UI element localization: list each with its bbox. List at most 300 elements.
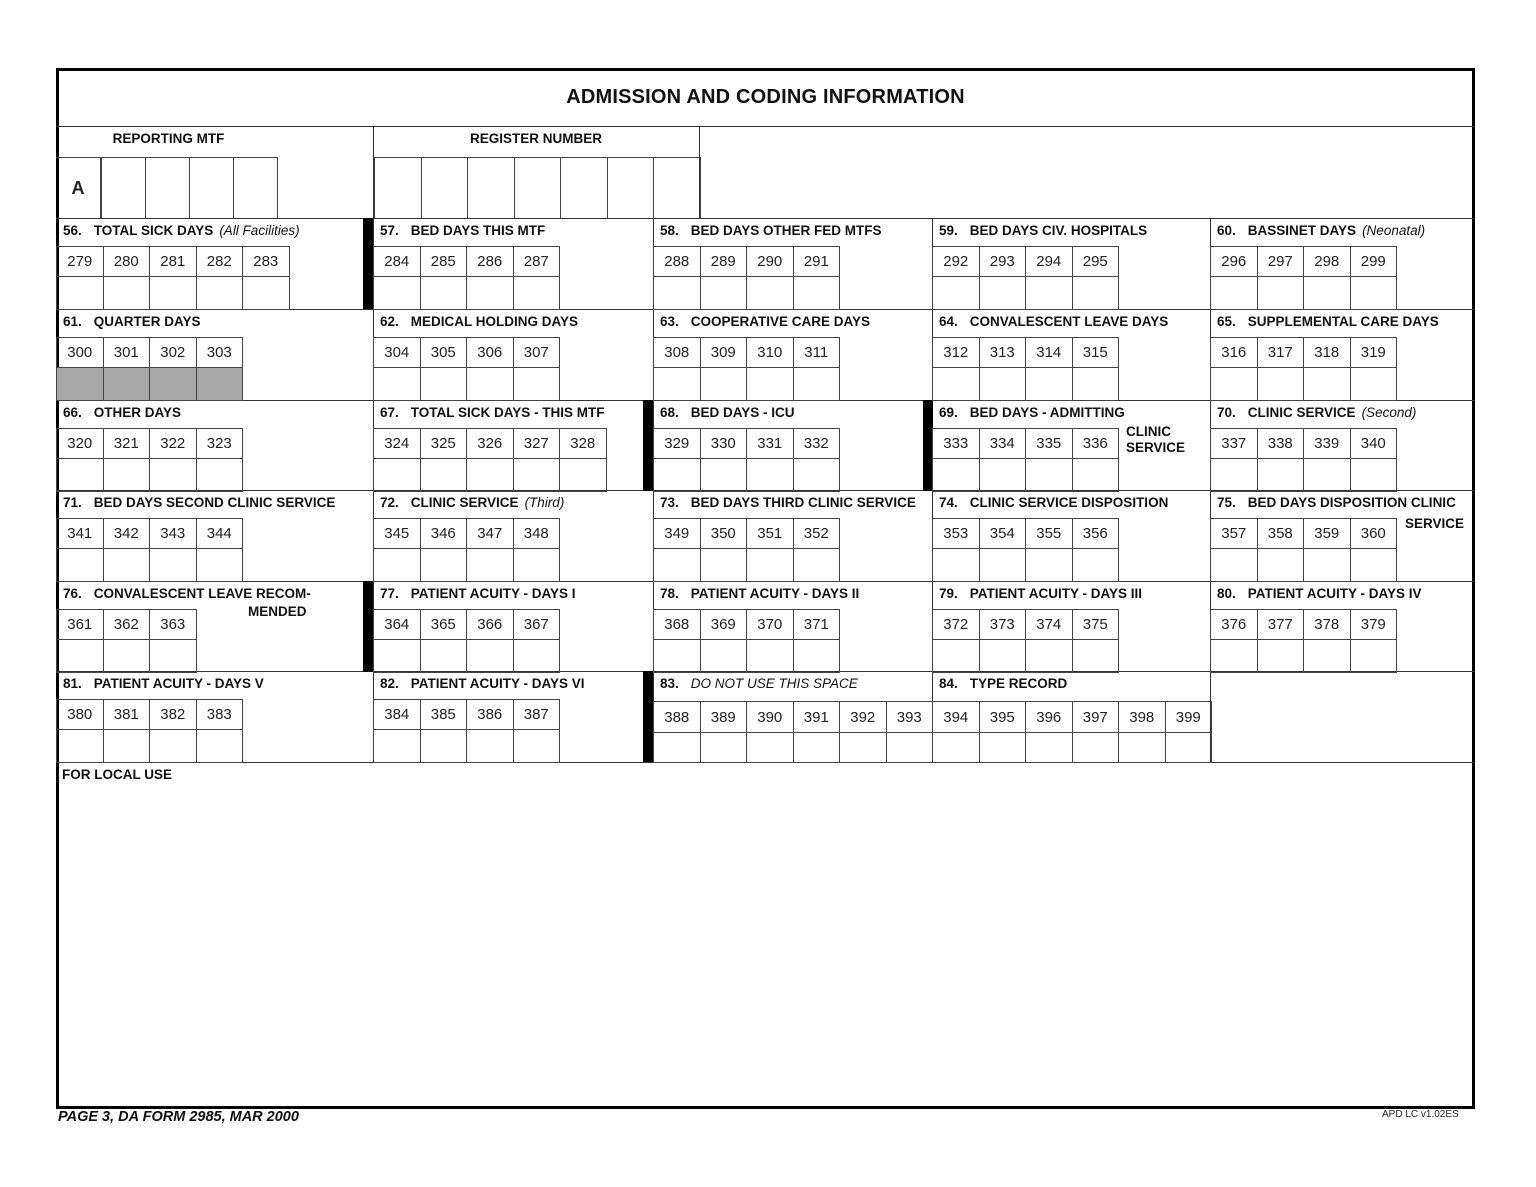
field-input[interactable] <box>700 639 748 673</box>
field-input[interactable] <box>700 367 748 401</box>
section-label <box>380 405 605 420</box>
section-title: BED DAYS SECOND CLINIC SERVICE <box>93 495 336 510</box>
field-input[interactable] <box>559 458 607 492</box>
field-code: 318 <box>1303 337 1351 368</box>
field-code: 282 <box>196 246 244 277</box>
section-number: 83. <box>660 676 679 691</box>
field-input[interactable] <box>1210 639 1258 673</box>
register-number-input[interactable] <box>467 157 515 219</box>
field-input[interactable] <box>793 548 841 582</box>
section-title: BED DAYS - ICU <box>690 405 795 420</box>
field-code: 379 <box>1350 609 1398 640</box>
field-input[interactable] <box>420 639 468 673</box>
field-input[interactable] <box>466 367 514 401</box>
section-number: 61. <box>63 314 82 329</box>
register-number-input[interactable] <box>560 157 608 219</box>
section-title: PATIENT ACUITY - DAYS II <box>690 586 860 601</box>
field-code: 279 <box>56 246 104 277</box>
section-number: 65. <box>1217 314 1236 329</box>
section-number: 76. <box>63 586 82 601</box>
field-code: 309 <box>700 337 748 368</box>
section-title: CLINIC SERVICE <box>1247 405 1356 420</box>
field-code: 305 <box>420 337 468 368</box>
field-code: 333 <box>932 428 980 459</box>
field-input[interactable] <box>1350 639 1398 673</box>
field-code: 365 <box>420 609 468 640</box>
field-code: 313 <box>979 337 1027 368</box>
field-code: 294 <box>1025 246 1073 277</box>
field-code: 355 <box>1025 518 1073 549</box>
field-input[interactable] <box>1072 548 1120 582</box>
field-code: 291 <box>793 246 841 277</box>
section-number: 80. <box>1217 586 1236 601</box>
field-code: 300 <box>56 337 104 368</box>
field-input[interactable] <box>373 276 421 310</box>
field-input[interactable] <box>196 548 244 582</box>
field-code: 308 <box>653 337 701 368</box>
field-code: 387 <box>513 699 561 730</box>
field-input[interactable] <box>466 729 514 763</box>
field-code: 381 <box>103 699 151 730</box>
field-input[interactable] <box>56 458 104 492</box>
field-code: 322 <box>149 428 197 459</box>
field-code: 399 <box>1165 701 1213 733</box>
section-number: 63. <box>660 314 679 329</box>
field-input[interactable] <box>1072 276 1120 310</box>
section-title: CLINIC SERVICE <box>410 495 519 510</box>
field-code: 297 <box>1257 246 1305 277</box>
field-input[interactable] <box>700 548 748 582</box>
field-code: 385 <box>420 699 468 730</box>
field-input[interactable] <box>932 732 980 763</box>
field-input[interactable] <box>1303 548 1351 582</box>
form-version: APD LC v1.02ES <box>1382 1109 1459 1120</box>
field-input[interactable] <box>793 732 841 763</box>
field-code: 326 <box>466 428 514 459</box>
field-input[interactable] <box>103 729 151 763</box>
field-code: 358 <box>1257 518 1305 549</box>
field-input[interactable] <box>103 639 151 673</box>
section-label <box>63 676 264 691</box>
section-label <box>939 586 1142 601</box>
field-input[interactable] <box>103 276 151 310</box>
section-label <box>939 223 1147 238</box>
field-input[interactable] <box>1303 276 1351 310</box>
black-marker-bar <box>363 218 373 309</box>
section-title: PATIENT ACUITY - DAYS I <box>410 586 576 601</box>
field-input[interactable] <box>373 367 421 401</box>
register-number-input[interactable] <box>607 157 655 219</box>
field-input[interactable] <box>1303 458 1351 492</box>
section-number: 75. <box>1217 495 1236 510</box>
field-input[interactable] <box>746 458 794 492</box>
field-input[interactable] <box>979 458 1027 492</box>
section-label <box>1217 586 1422 601</box>
section-number: 81. <box>63 676 82 691</box>
field-code: 378 <box>1303 609 1351 640</box>
field-input[interactable] <box>420 729 468 763</box>
field-code: 397 <box>1072 701 1120 733</box>
section-number: 59. <box>939 223 958 238</box>
field-code: 368 <box>653 609 701 640</box>
field-input[interactable] <box>149 548 197 582</box>
field-input[interactable] <box>466 548 514 582</box>
field-input[interactable] <box>513 639 561 673</box>
section-title: CONVALESCENT LEAVE RECOM- <box>93 586 311 601</box>
section-title-continued: MENDED <box>248 604 307 619</box>
field-code: 375 <box>1072 609 1120 640</box>
section-title: BED DAYS CIV. HOSPITALS <box>969 223 1148 238</box>
section-label <box>63 586 311 601</box>
section-title: TYPE RECORD <box>969 676 1068 691</box>
field-code: 349 <box>653 518 701 549</box>
field-code: 284 <box>373 246 421 277</box>
field-input[interactable] <box>196 729 244 763</box>
field-input[interactable] <box>1072 639 1120 673</box>
field-input[interactable] <box>466 639 514 673</box>
field-input[interactable] <box>979 276 1027 310</box>
field-input[interactable] <box>1165 732 1213 763</box>
field-code: 398 <box>1118 701 1166 733</box>
form-footer-id: PAGE 3, DA FORM 2985, MAR 2000 <box>58 1109 299 1125</box>
field-code: 389 <box>700 701 748 733</box>
section-label <box>939 676 1067 691</box>
section-number: 72. <box>380 495 399 510</box>
field-code: 316 <box>1210 337 1258 368</box>
field-input[interactable] <box>513 367 561 401</box>
section-title: TOTAL SICK DAYS - THIS MTF <box>410 405 605 420</box>
field-code: 319 <box>1350 337 1398 368</box>
field-code: 324 <box>373 428 421 459</box>
field-input[interactable] <box>420 276 468 310</box>
reporting-mtf-prefix: A <box>56 157 101 219</box>
section-title: BED DAYS OTHER FED MTFS <box>690 223 882 238</box>
field-input[interactable] <box>1257 458 1305 492</box>
field-code: 306 <box>466 337 514 368</box>
field-input[interactable] <box>56 729 104 763</box>
field-input[interactable] <box>1025 367 1073 401</box>
field-code: 327 <box>513 428 561 459</box>
field-code: 352 <box>793 518 841 549</box>
section-title: QUARTER DAYS <box>93 314 201 329</box>
field-input[interactable] <box>653 639 701 673</box>
field-code: 369 <box>700 609 748 640</box>
field-code: 354 <box>979 518 1027 549</box>
field-input[interactable] <box>149 458 197 492</box>
field-input[interactable] <box>979 548 1027 582</box>
field-input[interactable] <box>1210 367 1258 401</box>
section-note: (Neonatal) <box>1362 223 1426 238</box>
field-code: 283 <box>242 246 290 277</box>
field-input[interactable] <box>1350 548 1398 582</box>
field-code: 393 <box>886 701 934 733</box>
field-code: 310 <box>746 337 794 368</box>
register-number-input[interactable] <box>374 157 422 219</box>
section-number: 57. <box>380 223 399 238</box>
field-code: 336 <box>1072 428 1120 459</box>
field-input[interactable] <box>1350 458 1398 492</box>
field-input[interactable] <box>653 458 701 492</box>
section-label <box>380 314 578 329</box>
field-input[interactable] <box>1025 639 1073 673</box>
section-note: (All Facilities) <box>219 223 300 238</box>
register-number-input[interactable] <box>514 157 562 219</box>
section-title: TOTAL SICK DAYS <box>93 223 214 238</box>
field-input[interactable] <box>979 639 1027 673</box>
divider <box>56 126 1475 127</box>
field-input[interactable] <box>56 276 104 310</box>
field-input[interactable] <box>746 548 794 582</box>
field-input[interactable] <box>149 367 197 401</box>
section-label <box>1217 314 1439 329</box>
section-number: 58. <box>660 223 679 238</box>
field-input[interactable] <box>932 367 980 401</box>
field-input[interactable] <box>1210 276 1258 310</box>
section-number: 56. <box>63 223 82 238</box>
field-input[interactable] <box>373 458 421 492</box>
section-label <box>660 405 795 420</box>
section-number: 78. <box>660 586 679 601</box>
field-input[interactable] <box>1025 458 1073 492</box>
field-input[interactable] <box>196 367 244 401</box>
field-code: 353 <box>932 518 980 549</box>
field-input[interactable] <box>1303 367 1351 401</box>
field-input[interactable] <box>149 276 197 310</box>
field-input[interactable] <box>932 639 980 673</box>
section-number: 66. <box>63 405 82 420</box>
field-code: 396 <box>1025 701 1073 733</box>
reporting-mtf-input[interactable] <box>189 157 234 219</box>
field-code: 371 <box>793 609 841 640</box>
field-input[interactable] <box>373 548 421 582</box>
section-title: BED DAYS - ADMITTING <box>969 405 1125 420</box>
field-code: 289 <box>700 246 748 277</box>
field-input[interactable] <box>700 276 748 310</box>
field-input[interactable] <box>466 276 514 310</box>
field-input[interactable] <box>373 729 421 763</box>
section-label <box>660 676 858 691</box>
field-code: 363 <box>149 609 197 640</box>
field-input[interactable] <box>1210 458 1258 492</box>
field-input[interactable] <box>839 732 887 763</box>
field-code: 293 <box>979 246 1027 277</box>
field-input[interactable] <box>1025 276 1073 310</box>
field-input[interactable] <box>373 639 421 673</box>
field-input[interactable] <box>932 458 980 492</box>
field-code: 370 <box>746 609 794 640</box>
section-title: OTHER DAYS <box>93 405 182 420</box>
field-code: 339 <box>1303 428 1351 459</box>
field-code: 344 <box>196 518 244 549</box>
reporting-mtf-input[interactable] <box>145 157 190 219</box>
field-input[interactable] <box>932 276 980 310</box>
section-label <box>380 586 576 601</box>
field-code: 321 <box>103 428 151 459</box>
section-number: 82. <box>380 676 399 691</box>
black-marker-bar <box>643 671 653 762</box>
field-input[interactable] <box>1257 276 1305 310</box>
field-input[interactable] <box>1257 367 1305 401</box>
field-input[interactable] <box>242 276 290 310</box>
field-code: 395 <box>979 701 1027 733</box>
register-number-input[interactable] <box>653 157 701 219</box>
section-note: (Second) <box>1361 405 1417 420</box>
field-code: 301 <box>103 337 151 368</box>
field-code: 334 <box>979 428 1027 459</box>
field-input[interactable] <box>420 548 468 582</box>
field-code: 366 <box>466 609 514 640</box>
field-input[interactable] <box>886 732 934 763</box>
field-input[interactable] <box>1303 639 1351 673</box>
for-local-use-label: FOR LOCAL USE <box>62 767 173 782</box>
field-input[interactable] <box>793 367 841 401</box>
field-input[interactable] <box>1118 732 1166 763</box>
field-input[interactable] <box>1025 548 1073 582</box>
field-input[interactable] <box>793 639 841 673</box>
field-input[interactable] <box>979 732 1027 763</box>
field-input[interactable] <box>700 732 748 763</box>
field-input[interactable] <box>103 548 151 582</box>
field-code: 351 <box>746 518 794 549</box>
field-input[interactable] <box>653 276 701 310</box>
field-code: 337 <box>1210 428 1258 459</box>
field-code: 367 <box>513 609 561 640</box>
section-label <box>63 405 181 420</box>
field-input[interactable] <box>746 639 794 673</box>
section-label <box>1217 495 1456 510</box>
local-use-area[interactable] <box>60 790 1470 1104</box>
field-code: 384 <box>373 699 421 730</box>
field-code: 346 <box>420 518 468 549</box>
field-code: 311 <box>793 337 841 368</box>
section-number: 84. <box>939 676 958 691</box>
field-input[interactable] <box>420 458 468 492</box>
field-input[interactable] <box>1072 732 1120 763</box>
field-code: 374 <box>1025 609 1073 640</box>
divider <box>56 218 1475 219</box>
field-input[interactable] <box>979 367 1027 401</box>
field-code: 320 <box>56 428 104 459</box>
section-title: COOPERATIVE CARE DAYS <box>690 314 871 329</box>
field-input[interactable] <box>1072 367 1120 401</box>
field-input[interactable] <box>56 639 104 673</box>
field-code: 390 <box>746 701 794 733</box>
field-input[interactable] <box>56 548 104 582</box>
field-input[interactable] <box>196 458 244 492</box>
field-input[interactable] <box>653 732 701 763</box>
field-code: 391 <box>793 701 841 733</box>
field-input[interactable] <box>513 729 561 763</box>
section-title: BED DAYS THIS MTF <box>410 223 546 238</box>
field-code: 342 <box>103 518 151 549</box>
field-input[interactable] <box>932 548 980 582</box>
field-code: 329 <box>653 428 701 459</box>
register-number-input[interactable] <box>421 157 469 219</box>
field-input[interactable] <box>513 458 561 492</box>
field-input[interactable] <box>1257 639 1305 673</box>
section-title: PATIENT ACUITY - DAYS VI <box>410 676 585 691</box>
field-input[interactable] <box>513 548 561 582</box>
field-code: 288 <box>653 246 701 277</box>
section-label <box>660 495 916 510</box>
field-code: 392 <box>839 701 887 733</box>
field-code: 323 <box>196 428 244 459</box>
section-label <box>63 223 300 238</box>
field-input[interactable] <box>56 367 104 401</box>
field-code: 345 <box>373 518 421 549</box>
field-code: 285 <box>420 246 468 277</box>
field-code: 304 <box>373 337 421 368</box>
field-input[interactable] <box>103 367 151 401</box>
field-input[interactable] <box>1072 458 1120 492</box>
field-input[interactable] <box>149 729 197 763</box>
field-code: 287 <box>513 246 561 277</box>
section-note: (Third) <box>524 495 565 510</box>
field-code: 317 <box>1257 337 1305 368</box>
section-title: MEDICAL HOLDING DAYS <box>410 314 579 329</box>
section-label <box>63 495 335 510</box>
reporting-mtf-input[interactable] <box>233 157 278 219</box>
field-input[interactable] <box>793 458 841 492</box>
field-input[interactable] <box>1210 548 1258 582</box>
field-input[interactable] <box>653 367 701 401</box>
field-input[interactable] <box>103 458 151 492</box>
field-code: 315 <box>1072 337 1120 368</box>
field-input[interactable] <box>1350 367 1398 401</box>
section-label <box>660 223 882 238</box>
field-code: 356 <box>1072 518 1120 549</box>
field-code: 343 <box>149 518 197 549</box>
field-input[interactable] <box>746 367 794 401</box>
field-code: 331 <box>746 428 794 459</box>
field-code: 360 <box>1350 518 1398 549</box>
field-input[interactable] <box>793 276 841 310</box>
field-code: 348 <box>513 518 561 549</box>
section-label <box>380 223 545 238</box>
reporting-mtf-input[interactable] <box>101 157 146 219</box>
field-code: 340 <box>1350 428 1398 459</box>
section-label <box>660 314 870 329</box>
field-input[interactable] <box>746 276 794 310</box>
field-input[interactable] <box>466 458 514 492</box>
section-number: 68. <box>660 405 679 420</box>
field-code: 303 <box>196 337 244 368</box>
field-input[interactable] <box>196 276 244 310</box>
field-input[interactable] <box>700 458 748 492</box>
field-input[interactable] <box>1350 276 1398 310</box>
section-title: CLINIC SERVICE DISPOSITION <box>969 495 1169 510</box>
field-input[interactable] <box>1257 548 1305 582</box>
field-code: 330 <box>700 428 748 459</box>
field-input[interactable] <box>746 732 794 763</box>
field-code: 359 <box>1303 518 1351 549</box>
section-label <box>63 314 201 329</box>
field-code: 364 <box>373 609 421 640</box>
field-code: 350 <box>700 518 748 549</box>
section-title: BED DAYS THIRD CLINIC SERVICE <box>690 495 916 510</box>
field-code: 394 <box>932 701 980 733</box>
field-input[interactable] <box>149 639 197 673</box>
field-input[interactable] <box>513 276 561 310</box>
field-code: 307 <box>513 337 561 368</box>
field-input[interactable] <box>420 367 468 401</box>
section-title-continued: SERVICE <box>1405 516 1465 531</box>
field-input[interactable] <box>653 548 701 582</box>
section-number: 70. <box>1217 405 1236 420</box>
field-input[interactable] <box>1025 732 1073 763</box>
field-code: 295 <box>1072 246 1120 277</box>
field-code: 388 <box>653 701 701 733</box>
